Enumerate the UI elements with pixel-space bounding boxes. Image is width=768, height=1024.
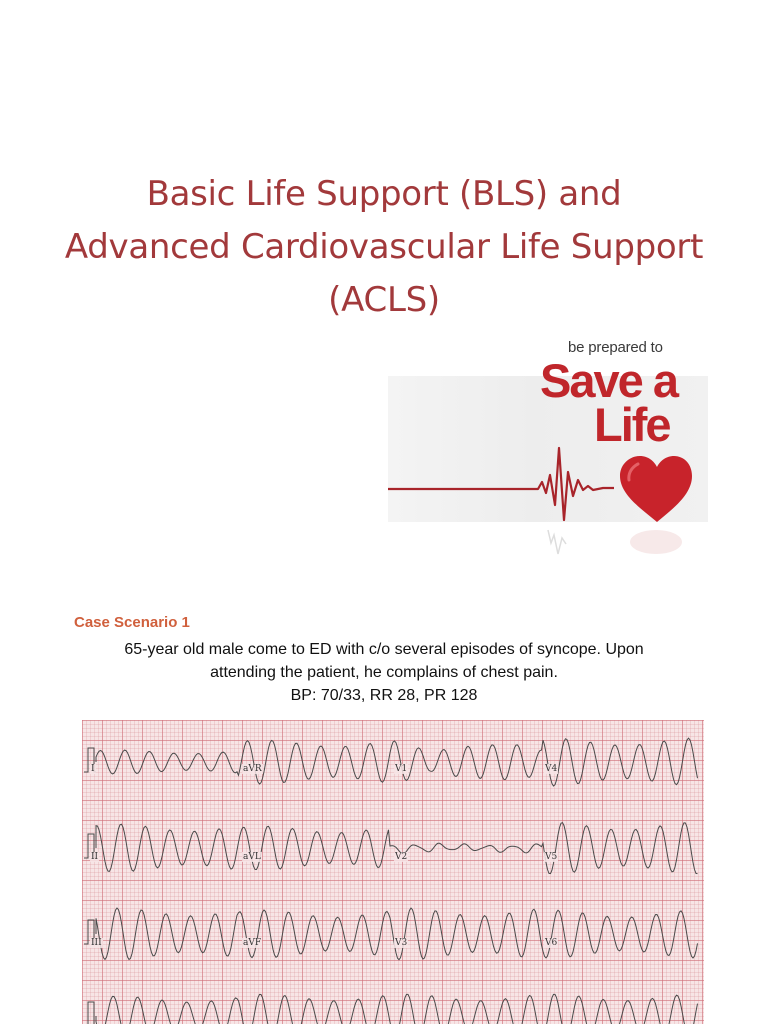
lead-label: V5	[545, 852, 558, 862]
lead-label: aVF	[243, 938, 262, 948]
lead-label: V6	[545, 938, 558, 948]
lead-label: aVL	[243, 852, 261, 862]
page-title	[0, 168, 768, 327]
case-vitals: BP: 70/33, RR 28, PR 128	[290, 687, 478, 704]
lead-label: V4	[545, 764, 558, 774]
ecg-trace-row	[96, 994, 698, 1024]
case-description	[20, 638, 748, 707]
logo-tagline: be prepared to	[568, 339, 663, 356]
title-line-2: Advanced Cardiovascular Life Support	[64, 227, 704, 267]
lead-label: V1	[395, 764, 408, 774]
save-a-life-logo	[388, 330, 708, 570]
logo-save-text: Save a	[540, 354, 677, 407]
lead-label: III	[91, 938, 102, 948]
title-line-1: Basic Life Support (BLS) and	[146, 174, 622, 214]
ecg-traces	[82, 720, 704, 1024]
ecg-trace-row	[96, 823, 698, 874]
lead-label: V2	[395, 852, 408, 862]
lead-label: II	[91, 852, 99, 862]
title-line-3: (ACLS)	[328, 280, 440, 320]
heartbeat-line	[388, 448, 614, 520]
ecg-trace-row	[96, 738, 698, 786]
case-line-1: 65-year old male come to ED with c/o several episodes of syncope. Upon	[124, 641, 644, 658]
ecg-trace-row	[96, 908, 698, 960]
lead-label: V3	[395, 938, 408, 948]
case-line-2: attending the patient, he complains of chest pain.	[210, 664, 558, 681]
heart-icon	[620, 456, 692, 522]
case-heading: Case Scenario 1	[74, 614, 190, 631]
ecg-strip	[82, 720, 704, 1024]
logo-life-text: Life	[594, 398, 670, 451]
calibration-pulse	[84, 1002, 96, 1024]
lead-label: I	[91, 764, 95, 774]
lead-label: aVR	[243, 764, 262, 774]
